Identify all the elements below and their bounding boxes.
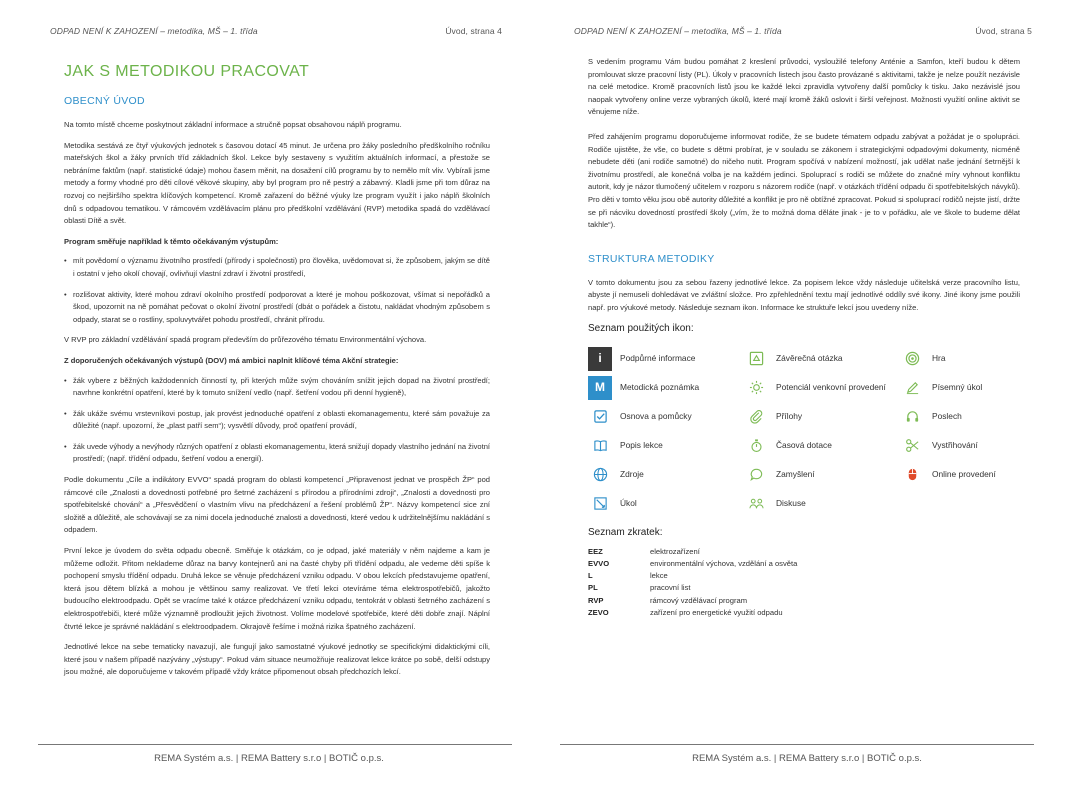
footer-divider	[38, 744, 512, 745]
page-right	[538, 0, 1076, 800]
page-header-title: ODPAD NENÍ K ZAHOZENÍ – metodika, MŠ – 1. třída	[574, 26, 782, 36]
globe-icon	[588, 463, 612, 487]
icon-legend-item	[588, 492, 744, 515]
paragraph: V RVP pro základní vzdělávání spadá program především do průřezového tématu Environmentální výchova.	[64, 335, 427, 345]
icon-legend-item	[900, 434, 1020, 457]
main-heading: JAK S METODIKOU PRACOVAT	[64, 63, 310, 80]
icon-legend-item	[588, 376, 744, 399]
section-heading: STRUKTURA METODIKY	[588, 252, 715, 265]
icons-list-title: Seznam použitých ikon:	[588, 322, 694, 334]
icon-legend-item	[900, 463, 1020, 486]
page-content	[588, 56, 1020, 619]
mouse-icon	[900, 463, 924, 487]
paperclip-icon	[744, 405, 768, 429]
icon-label: Podpůrné informace	[620, 353, 696, 364]
page-header-number: Úvod, strana 4	[445, 26, 502, 36]
icon-label: Potenciál venkovní provedení	[776, 382, 886, 393]
icon-label: Časová dotace	[776, 440, 832, 451]
abbr-code: PL	[588, 583, 598, 593]
icon-label: Poslech	[932, 411, 962, 422]
icon-label: Popis lekce	[620, 440, 663, 451]
abbr-code: EVVO	[588, 558, 610, 568]
icon-legend-item	[900, 405, 1020, 428]
task-icon	[588, 492, 612, 516]
abbr-text: zařízení pro energetické využití odpadu	[650, 607, 783, 617]
page-header-title: ODPAD NENÍ K ZAHOZENÍ – metodika, MŠ – 1. třída	[50, 26, 258, 36]
outcomes-title: Program směřuje například k těmto očekávaným výstupům:	[64, 236, 279, 246]
footer-divider	[560, 744, 1034, 745]
abbr-code: RVP	[588, 595, 604, 605]
methodical-note-icon: M	[588, 376, 612, 400]
icon-legend-item	[900, 376, 1020, 399]
list-item: • žák ukáže svému vrstevníkovi postup, jak provést jednoduché opatření z oblasti ekomanagementu, které sám považuje za důležité (např. upozorní, že „plast patří sem“); vysvětlí důvody, proč opatření provádí,	[64, 408, 490, 433]
icon-legend-item	[744, 376, 900, 399]
icon-label: Osnova a pomůcky	[620, 411, 692, 422]
icon-label: Diskuse	[776, 498, 806, 509]
paragraph: Před zahájením programu doporučujeme informovat rodiče, že se budete tématem odpadu zabývat a požádat je o spolupráci. Rodiče ujistěte, že vše, co budete s dětmi probírat, je v souladu se zákonem i strategickými odpadovými dokumenty, nicméně nebudete děti (ani rodiče samotné) do ničeho nutit. Program spočívá v nabízení možností, jak udělat naše jednání šetrnější k životnímu prostředí, ale konečná volba je na každém jedinci. Spoluprací s rodiči se můžete do značné míry vyhnout konfliktu autorit, kdy je názor tlumočený učitelem v rozporu s názorem rodiče (např. v otázkách třídění odpadu či spotřebitelských návyků). Pro děti v tomto věku jsou obě autority důležité a konflikt je pro ně obtížné zpracovat. Pokud si spoluprací rodičů nejste jistí, držte se při nácviku dovedností prostředí školy („vím, že to možná doma děláte jinak - je to v pořádku, ale ve škole to budeme dělat takhle“).	[588, 131, 1020, 230]
icon-label: Vystřihování	[932, 440, 978, 451]
recycle-question-icon	[744, 347, 768, 371]
abbr-text: lekce	[650, 571, 668, 581]
sun-icon	[744, 376, 768, 400]
icon-label: Zdroje	[620, 469, 644, 480]
section-heading: OBECNÝ ÚVOD	[64, 95, 145, 107]
discussion-icon	[744, 492, 768, 516]
icon-legend-item	[744, 492, 900, 515]
icon-label: Přílohy	[776, 411, 803, 422]
list-item: • žák vybere z běžných každodenních činností ty, při kterých může svým chováním snížit jejich dopad na životní prostředí; navrhne konkrétní opatření, které by k tomuto snížení vedlo (např. šetření vodou při denní hygieně),	[64, 375, 490, 400]
paragraph: Podle dokumentu „Cíle a indikátory EVVO“ spadá program do oblasti kompetencí „Připravenost jednat ve prospěch ŽP“ pod rámcové cíle „Znalosti a dovednosti potřebné pro šetrné zacházení s přírodou a přírodními zdroji“, „Znalosti a dovednosti pro spotřebitelské chování“ a „Přesvědčení o vlastním vlivu na předcházení a řešení problémů ŽP“. Názvy kompetencí sice zní složitě a důležitě, ale schovávají se za nimi docela jednoduché znalosti a dovednosti, které vedou k udržitelnějšímu nakládání s odpadem.	[64, 475, 490, 535]
abbr-code: EEZ	[588, 546, 603, 556]
icon-legend-item	[744, 347, 900, 370]
icon-label: Zamyšlení	[776, 469, 815, 480]
abbreviations-list	[588, 546, 1020, 619]
abbreviations-title: Seznam zkratek:	[588, 527, 663, 539]
abbr-text: pracovní list	[650, 583, 691, 593]
abbr-text: environmentální výchova, vzdělání a osvěta	[650, 558, 798, 568]
speech-bubble-icon	[744, 463, 768, 487]
icon-legend-item	[744, 434, 900, 457]
page-header-number: Úvod, strana 5	[975, 26, 1032, 36]
icon-legend-item	[588, 434, 744, 457]
list-item: • rozlišovat aktivity, které mohou zdraví okolního prostředí podporovat a které je mohou poškozovat, všímat si nepořádků a škod, upozornit na ně pomáhat pečovat o okolní životní prostředí (dbát o pořádek a čistotu, nakládat vhodným způsobem s odpady, starat se o rostliny, spoluvytvářet pohodu prostředí, chránit přírodu.	[64, 289, 490, 327]
abbr-code: ZEVO	[588, 607, 609, 617]
icon-legend-item	[588, 347, 744, 370]
icon-legend-item	[744, 405, 900, 428]
icon-label: Hra	[932, 353, 946, 364]
page-footer: REMA Systém a.s. | REMA Battery s.r.o | BOTIČ o.p.s.	[692, 753, 922, 764]
icon-label: Úkol	[620, 498, 637, 509]
abbr-text: elektrozařízení	[650, 546, 700, 556]
icon-label: Závěrečná otázka	[776, 353, 843, 364]
book-icon	[588, 434, 612, 458]
icon-legend-item	[588, 405, 744, 428]
icon-legend-item	[588, 463, 744, 486]
icon-label: Online provedení	[932, 469, 996, 480]
abbr-code: L	[588, 571, 593, 581]
paragraph: S vedením programu Vám budou pomáhat 2 kreslení průvodci, vysloužilé telefony Anténie a Samfon, kteří budou k dětem promlouvat skrze pracovní listy (PL). Úkoly v pracovních listech jsou často provázané s aktivitami, takže je nelze použít nezávisle na celé metodice. Kromě pracovních listů jsou ke každé lekci zpravidla vytvořeny další pomůcky k tisku. Jako nezávislé jsou naopak vytvořeny online verze vybraných úkolů, které mají kromě žáků oslovit i širší veřejnost. Možnosti využití online aktivit se věnujeme níže.	[588, 57, 1020, 117]
icon-legend	[588, 347, 1020, 515]
abbr-text: rámcový vzdělávací program	[650, 595, 748, 605]
icon-legend-item	[744, 463, 900, 486]
target-icon	[900, 347, 924, 371]
headphones-icon	[900, 405, 924, 429]
checkbox-icon	[588, 405, 612, 429]
icon-label: Písemný úkol	[932, 382, 983, 393]
intro-paragraph: Na tomto místě chceme poskytnout základní informace a stručně popsat obsahovou náplň programu.	[64, 120, 402, 129]
paragraph: První lekce je úvodem do světa odpadu obecně. Směřuje k otázkám, co je odpad, jaké materiály v něm najdeme a kam je můžeme odložit. Přitom neklademe důraz na barvy kontejnerů ani na časté chyby při třídění odpadu, ale vedeme děti spíše k pochopení smyslu třídění odpadu. Druhá lekce se věnuje předcházení vzniku odpadu. V obou lekcích představujeme opatření, která jsou dětem blízká a mohou je většinou samy realizovat. Ve třetí lekci otevíráme téma elektrospotřebičů, jakožto budoucího elektroodpadu. Opět se vracíme také k otázce předcházení vzniku odpadu, tentokrát v oblasti šetrného zacházení s elektrospotřebiči, které může významně prodloužit jejich životnost. Volíme modelové spotřebiče, které děti dobře znají. Náplní čtvrté lekce je správné nakládání s elektroodpadem. Okrajově řešíme i možná rizika špatného zacházení.	[64, 546, 490, 631]
dov-title: Z doporučených očekávaných výstupů (DOV) má ambici naplnit klíčové téma Akční strategie:	[64, 355, 399, 365]
page-content	[64, 62, 490, 687]
list-item: • mít povědomí o významu životního prostředí (přírody i společnosti) pro člověka, uvědomovat si, že způsobem, jakým se dítě i ostatní v jeho okolí chovají, ovlivňují vlastní zdraví i životní prostředí,	[64, 255, 490, 280]
info-icon: i	[588, 347, 612, 371]
scissors-icon	[900, 434, 924, 458]
page-footer: REMA Systém a.s. | REMA Battery s.r.o | BOTIČ o.p.s.	[154, 753, 384, 764]
paragraph: Jednotlivé lekce na sebe tematicky navazují, ale fungují jako samostatné výukové jednotky se specifickými didaktickými cíli, které jsou v našem případě nazývány „výstupy“. Pokud vám situace neumožňuje realizovat lekce krátce po sobě, delší odstupy jsou možné, ale doporučujeme v takovém případě vždy krátce připomenout obsah předchozích lekcí.	[64, 642, 490, 677]
icon-legend-item	[900, 347, 1020, 370]
list-item: • žák uvede výhody a nevýhody různých opatření z oblasti ekomanagementu, která snižují dopady vlastního jednání na životní prostředí; (např. třídění odpadu, šetření vodou a energií).	[64, 441, 490, 466]
paragraph: Metodika sestává ze čtyř výukových jednotek s časovou dotací 45 minut. Je určena pro žáky posledního předškolního ročníku mateřských škol a žáky prvních tříd základních škol. Lekce byly sestaveny s využitím aktuálních informací, a přestože se nebráníme faktům (např. statistické údaje) mohou časem měnit, na dosažení cílů programu by to nemělo mít vliv. Vybírali jsme metody a formy vhodné pro děti cílové věkové skupiny, aby byl program pro ně pestrý a zábavný. Kladli jsme při tom důraz na rozvoj co nejširšího spektra klíčových kompetencí. Kromě zařazení do běžné výuky lze program využít i jako náplň školních dnů s odpadovou tematikou. V rámcovém vzdělávacím plánu pro předškolní vzdělávání (RVP) metodika spadá do vzdělávací oblasti Dítě a svět.	[64, 140, 490, 226]
stopwatch-icon	[744, 434, 768, 458]
paragraph: V tomto dokumentu jsou za sebou řazeny jednotlivé lekce. Za popisem lekce vždy následuje učitelská verze pracovního listu, abyste jí nemuseli dohledávat ve zvláštní složce. Pro zpřehlednění textu mají jednotlivé oddíly své ikony. Jiné ikony jsme použili např. pro výukové metody. Následuje seznam ikon. Informace ke struktuře lekcí jsou uvedeny níže.	[588, 277, 1020, 312]
pencil-icon	[900, 376, 924, 400]
icon-label: Metodická poznámka	[620, 382, 700, 393]
